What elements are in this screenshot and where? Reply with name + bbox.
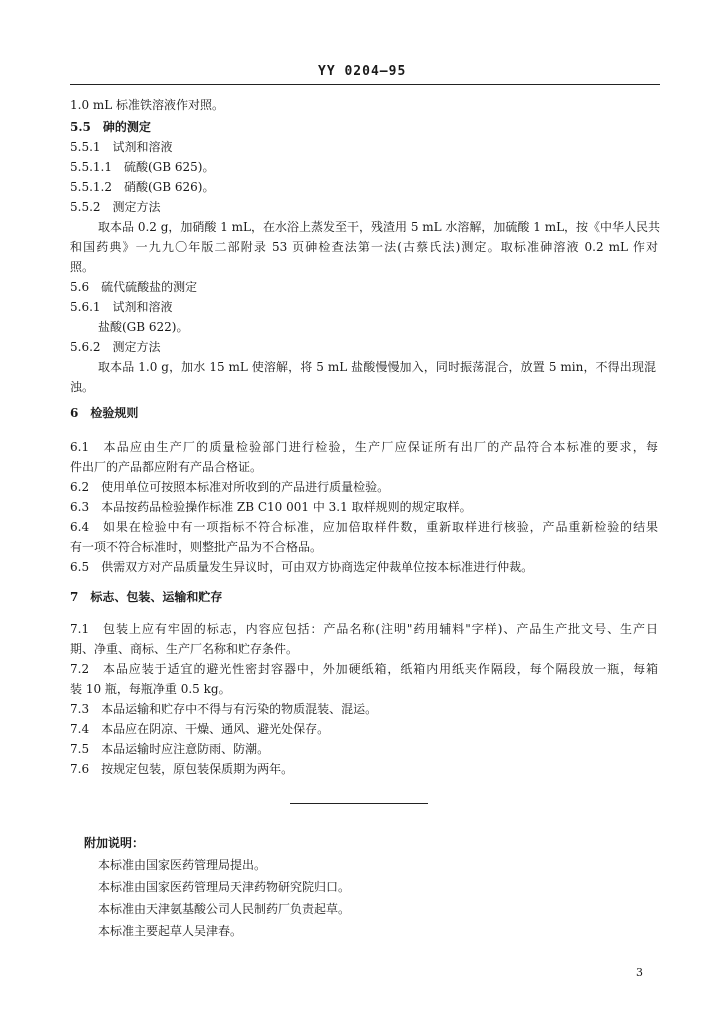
text-line: 照。 (70, 260, 95, 274)
text-line: 5.5.1.2 硝酸(GB 626)。 (70, 180, 215, 194)
standard-code-header: YY 0204—95 (318, 64, 407, 79)
text-line: 6.5 供需双方对产品质量发生异议时，可由双方协商选定仲裁单位按本标准进行仲裁。 (70, 560, 534, 574)
text-line: 有一项不符合标准时，则整批产品为不合格品。 (70, 540, 323, 554)
text-line: 和国药典》一九九〇年版二部附录 53 页砷检查法第一法(古蔡氏法)测定。取标准砷溶液 0.2 mL 作对 (70, 240, 658, 254)
text-line: 浊。 (70, 380, 95, 394)
subsection-heading: 5.5.2 测定方法 (70, 200, 161, 214)
text-line: 7.1 包装上应有牢固的标志，内容应包括：产品名称(注明"药用辅料"字样)、产品生产批文号、生产日 (70, 622, 658, 636)
text-line: 盐酸(GB 622)。 (98, 320, 189, 334)
subsection-heading: 5.5.1 试剂和溶液 (70, 140, 173, 154)
chapter-heading-6: 6 检验规则 (70, 406, 139, 420)
text-line: 取本品 0.2 g，加硝酸 1 mL，在水浴上蒸发至干，残渣用 5 mL 水溶解，加硫酸 1 mL，按《中华人民共 (98, 220, 661, 234)
appendix-title: 附加说明： (84, 836, 145, 850)
text-line: 6.3 本品按药品检验操作标准 ZB C10 001 中 3.1 取样规则的规定取样。 (70, 500, 472, 514)
section-heading: 5.6 硫代硫酸盐的测定 (70, 280, 198, 294)
text-line: 5.5.1.1 硫酸(GB 625)。 (70, 160, 215, 174)
section-heading: 5.5 砷的测定 (70, 120, 151, 134)
appendix-line: 本标准由国家医药管理局提出。 (98, 858, 267, 872)
text-line: 装 10 瓶，每瓶净重 0.5 kg。 (70, 682, 231, 696)
text-line: 7.5 本品运输时应注意防雨、防潮。 (70, 742, 270, 756)
appendix-line: 本标准由国家医药管理局天津药物研究院归口。 (98, 880, 351, 894)
text-line: 6.2 使用单位可按照本标准对所收到的产品进行质量检验。 (70, 480, 390, 494)
appendix-line: 本标准由天津氨基酸公司人民制药厂负责起草。 (98, 902, 351, 916)
text-line: 7.4 本品应在阴凉、干燥、通风、避光处保存。 (70, 722, 330, 736)
text-line: 取本品 1.0 g，加水 15 mL 使溶解，将 5 mL 盐酸慢慢加入，同时振荡混合，放置 5 min，不得出现混 (98, 360, 656, 374)
text-line: 7.6 按规定包装，原包装保质期为两年。 (70, 762, 294, 776)
page-number: 3 (636, 966, 643, 979)
subsection-heading: 5.6.1 试剂和溶液 (70, 300, 173, 314)
header-rule (70, 84, 660, 85)
text-line: 1.0 mL 标准铁溶液作对照。 (70, 98, 225, 112)
text-line: 7.3 本品运输和贮存中不得与有污染的物质混装、混运。 (70, 702, 378, 716)
text-line: 期、净重、商标、生产厂名称和贮存条件。 (70, 642, 299, 656)
chapter-heading-7: 7 标志、包装、运输和贮存 (70, 590, 223, 604)
appendix-line: 本标准主要起草人吴津春。 (98, 924, 243, 938)
text-line: 6.4 如果在检验中有一项指标不符合标准，应加倍取样件数，重新取样进行核验，产品重新检验的结果 (70, 520, 658, 534)
separator-rule (290, 803, 428, 804)
subsection-heading: 5.6.2 测定方法 (70, 340, 161, 354)
text-line: 6.1 本品应由生产厂的质量检验部门进行检验，生产厂应保证所有出厂的产品符合本标准的要求，每 (70, 440, 658, 454)
text-line: 7.2 本品应装于适宜的避光性密封容器中，外加硬纸箱，纸箱内用纸夹作隔段，每个隔段放一瓶，每箱 (70, 662, 658, 676)
text-line: 件出厂的产品都应附有产品合格证。 (70, 460, 263, 474)
